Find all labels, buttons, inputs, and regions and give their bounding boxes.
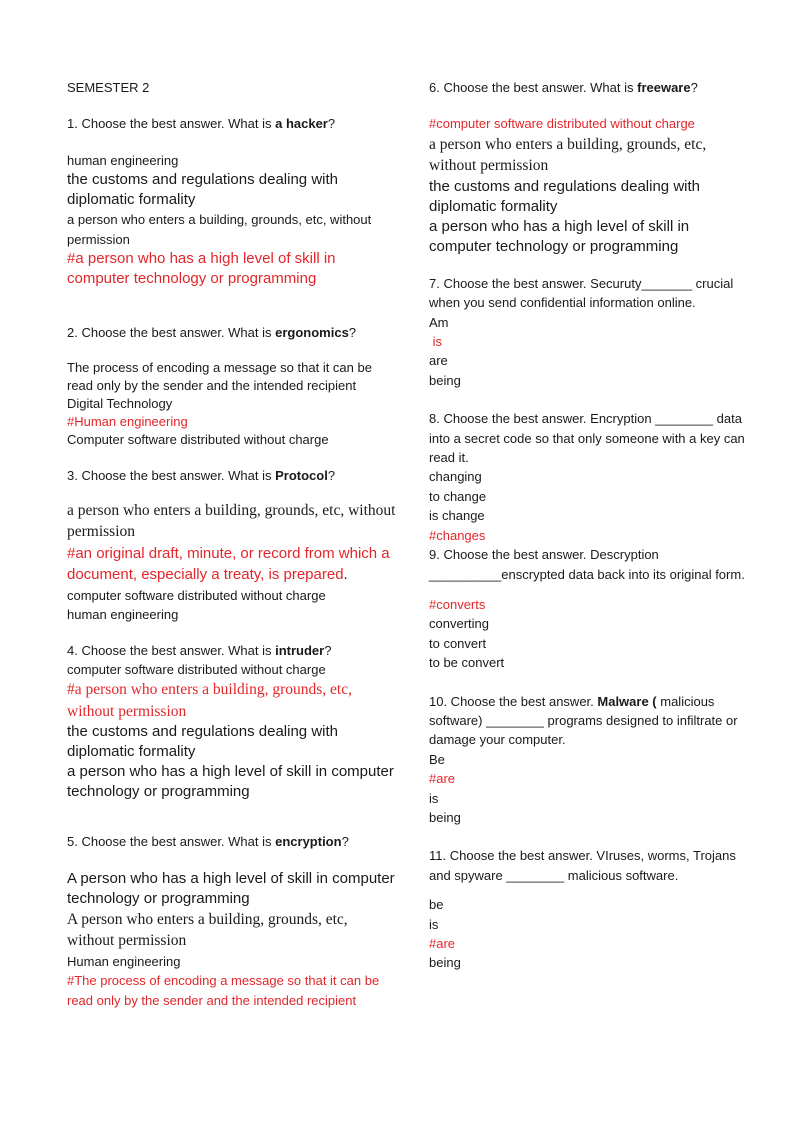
question-6-option-2: a person who enters a building, grounds, etc, without permission (429, 135, 707, 175)
question-2-option-2: Digital Technology (67, 396, 173, 412)
question-2-option-3-correct: #Human engineering (67, 414, 188, 430)
question-9-option-1-correct: #converts (429, 596, 486, 612)
question-1 (67, 114, 397, 289)
right-column (429, 78, 749, 973)
question-9-option-2: converting (429, 616, 489, 632)
question-1-option-4-correct: #a person who has a high level of skill in computer technology or programming (67, 250, 336, 288)
question-5-option-3: Human engineering (67, 953, 181, 969)
question-9-option-4: to be convert (429, 655, 505, 671)
question-11 (429, 846, 749, 972)
question-6 (429, 78, 749, 257)
question-11-option-4: being (429, 955, 461, 971)
question-7-option-4: being (429, 372, 461, 388)
question-5-option-1: A person who has a high level of skill in computer technology or programming (67, 869, 395, 907)
question-6-prompt: 6. Choose the best answer. What is freeware? (429, 80, 698, 95)
question-3-option-4: human engineering (67, 607, 179, 623)
question-4-option-3: the customs and regulations dealing with diplomatic formality (67, 723, 338, 761)
question-1-option-1: human engineering (67, 152, 179, 168)
question-7 (429, 274, 749, 390)
question-4-prompt: 4. Choose the best answer. What is intruder? (67, 642, 332, 658)
question-4-option-2-correct: #a person who enters a building, grounds, etc, without permission (67, 681, 352, 720)
question-11-option-1: be (429, 897, 444, 913)
question-3 (67, 466, 397, 624)
question-4-option-4: a person who has a high level of skill in computer technology or programming (67, 763, 394, 801)
question-2-prompt: 2. Choose the best answer. What is ergonomics? (67, 325, 357, 341)
question-3-option-3: computer software distributed without charge (67, 587, 326, 603)
question-6-option-1-correct: #computer software distributed without charge (429, 116, 695, 132)
question-10 (429, 692, 749, 828)
question-10-option-1: Be (429, 751, 445, 767)
question-10-option-3: is (429, 790, 439, 806)
question-6-option-4: a person who has a high level of skill in computer technology or programming (429, 217, 690, 255)
question-5-option-2: A person who enters a building, grounds, etc, without permission (67, 910, 348, 950)
question-7-option-3: are (429, 353, 448, 369)
question-4 (67, 641, 397, 803)
question-9-prompt: 9. Choose the best answer. Descryption __________enscrypted data back into its original form. (429, 547, 745, 582)
question-7-option-1: Am (429, 314, 449, 330)
question-2 (67, 323, 397, 449)
question-1-option-2: the customs and regulations dealing with diplomatic formality (67, 171, 338, 209)
question-3-option-2-correct: #an original draft, minute, or record from which a document, especially a treaty, is prepared. (67, 544, 390, 584)
question-9 (429, 545, 749, 672)
question-8-option-1: changing (429, 469, 482, 485)
question-4-option-1: computer software distributed without charge (67, 662, 326, 678)
question-10-prompt: 10. Choose the best answer. Malware ( malicious software) ________ programs designed to infiltrate or damage your computer. (429, 693, 738, 748)
semester-header: SEMESTER 2 (67, 80, 150, 95)
question-1-option-3: a person who enters a building, grounds, etc, without permission (67, 212, 372, 247)
question-8-option-4-correct: #changes (429, 527, 486, 543)
question-5 (67, 832, 397, 1010)
question-11-option-3-correct: #are (429, 936, 456, 951)
question-7-option-2: is (429, 334, 442, 350)
question-8 (429, 409, 749, 545)
question-8-prompt: 8. Choose the best answer. Encryption ________ data into a secret code so that only someone with a key can read it. (429, 411, 745, 466)
question-10-option-2-correct: #are (429, 771, 456, 787)
question-9-option-3: to convert (429, 635, 487, 651)
question-1-prompt: 1. Choose the best answer. What is a hacker? (67, 116, 336, 132)
question-8-option-3: is change (429, 508, 485, 524)
question-8-option-2: to change (429, 488, 487, 504)
question-7-prompt: 7. Choose the best answer. Securuty_______ crucial when you send confidential information online. (429, 275, 734, 311)
question-10-option-4: being (429, 809, 461, 825)
question-11-option-2: is (429, 916, 439, 932)
left-column (67, 78, 397, 1010)
question-5-prompt: 5. Choose the best answer. What is encryption? (67, 834, 349, 850)
question-6-option-3: the customs and regulations dealing with diplomatic formality (429, 177, 700, 215)
question-5-option-4-correct: #The process of encoding a message so that it can be read only by the sender and the intended recipient (67, 973, 380, 1008)
question-3-prompt: 3. Choose the best answer. What is Protocol? (67, 468, 336, 484)
question-3-option-1: a person who enters a building, grounds, etc, without permission (67, 501, 396, 541)
question-11-prompt: 11. Choose the best answer. VIruses, worms, Trojans and spyware ________ malicious software. (429, 848, 736, 883)
question-2-option-1: The process of encoding a message so that it can be read only by the sender and the intended recipient (67, 360, 372, 394)
question-2-option-4: Computer software distributed without charge (67, 432, 329, 448)
